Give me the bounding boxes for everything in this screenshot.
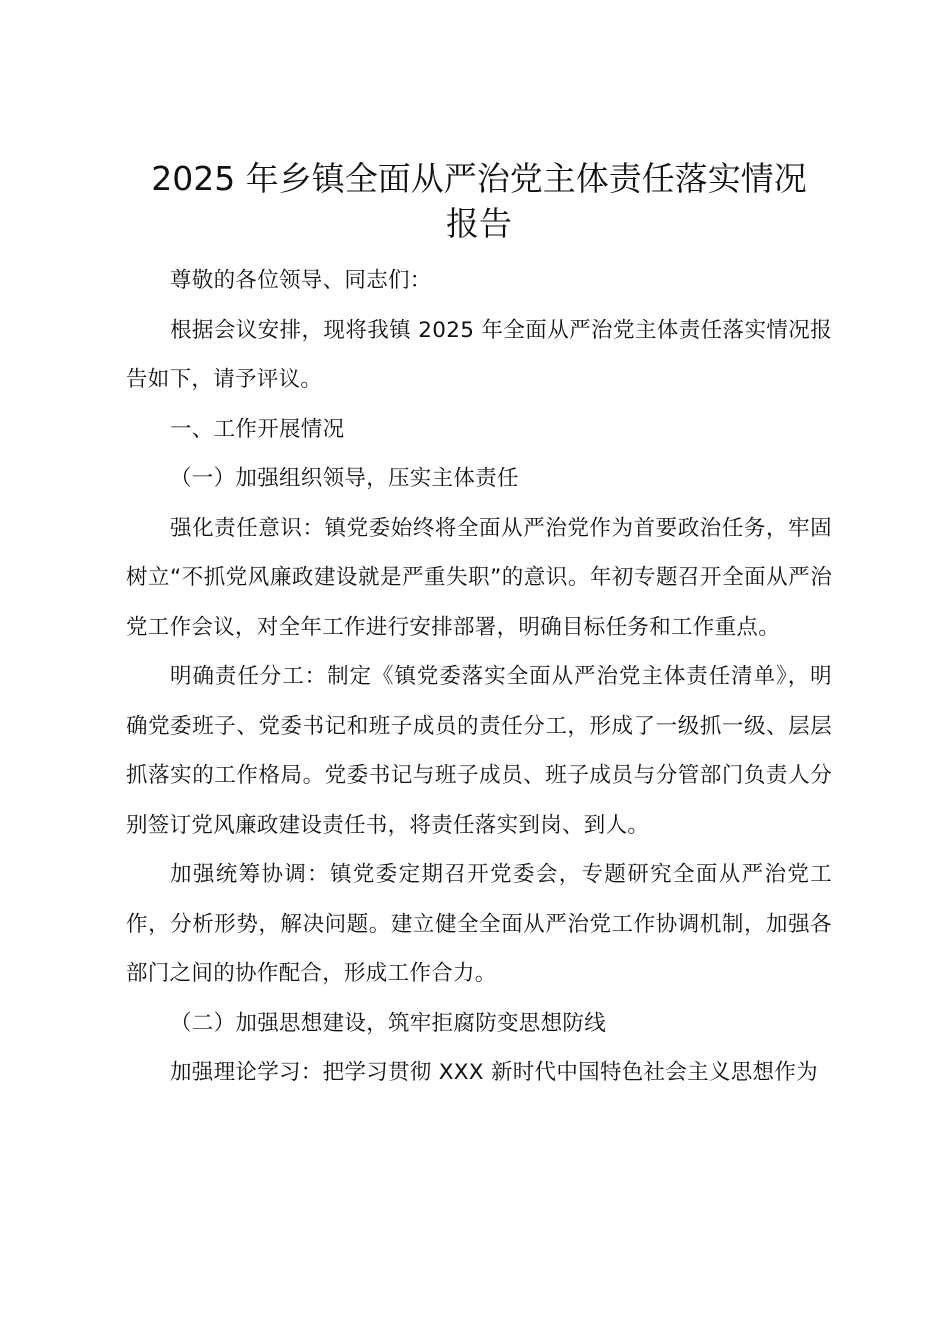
section-heading-1: 一、工作开展情况: [170, 416, 345, 442]
document-body: [126, 256, 832, 1098]
document-title: [126, 156, 832, 246]
title-line-1: 2025 年乡镇全面从严治党主体责任落实情况: [151, 159, 807, 198]
subsection-heading-1: （一）加强组织领导，压实主体责任: [170, 466, 519, 491]
title-line-2: 报告: [446, 204, 512, 243]
body-paragraph: 加强统筹协调：镇党委定期召开党委会，专题研究全面从严治党工作，分析形势，解决问题。建立健全全面从严治党工作协调机制，加强各部门之间的协作配合，形成工作合力。: [126, 862, 832, 986]
body-paragraph: 加强理论学习：把学习贯彻 XXX 新时代中国特色社会主义思想作为: [170, 1060, 818, 1085]
intro-paragraph: 根据会议安排，现将我镇 2025 年全面从严治党主体责任落实情况报告如下，请予评议。: [126, 317, 832, 392]
body-paragraph: 明确责任分工：制定《镇党委落实全面从严治党主体责任清单》，明确党委班子、党委书记和班子成员的责任分工，形成了一级抓一级、层层抓落实的工作格局。党委书记与班子成员、班子成员与分管部门负责人分别签订党风廉政建设责任书，将责任落实到岗、到人。: [126, 664, 832, 838]
body-paragraph: 强化责任意识：镇党委始终将全面从严治党作为首要政治任务，牢固树立“不抓党风廉政建设就是严重失职”的意识。年初专题召开全面从严治党工作会议，对全年工作进行安排部署，明确目标任务和工作重点。: [126, 515, 832, 640]
salutation: 尊敬的各位领导、同志们：: [170, 268, 432, 293]
subsection-heading-2: （二）加强思想建设，筑牢拒腐防变思想防线: [170, 1010, 607, 1036]
